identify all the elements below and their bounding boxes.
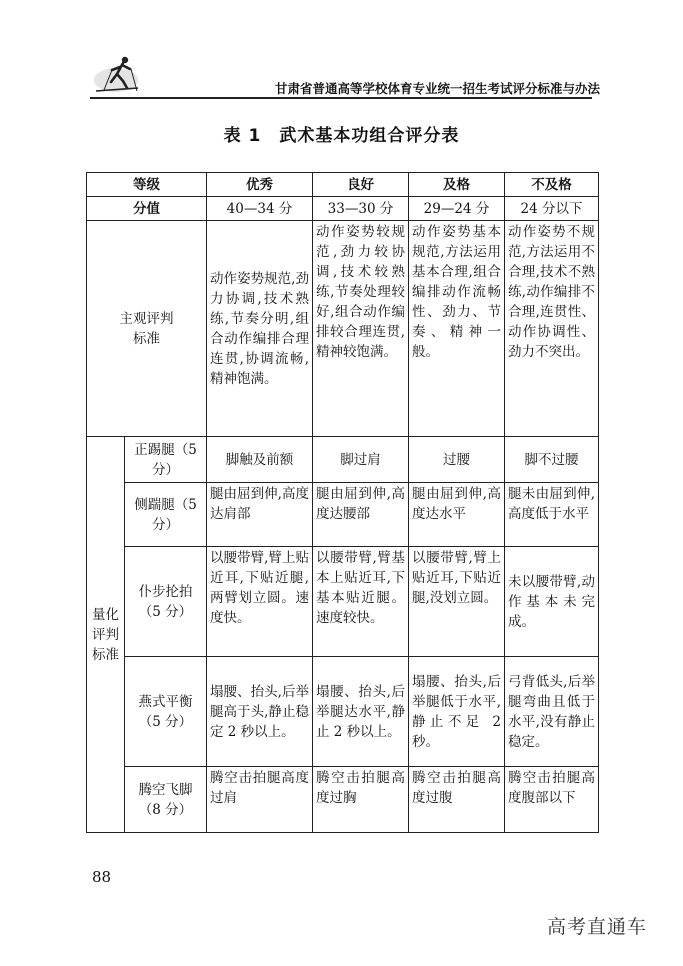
- item-pass: 过腰: [409, 437, 505, 483]
- item-name: 燕式平衡（5 分）: [125, 657, 207, 767]
- item-good: 腿由屈到伸,高度达腰部: [313, 483, 409, 547]
- score-fail: 24 分以下: [505, 197, 599, 221]
- running-header: 甘肃省普通高等学校体育专业统一招生考试评分标准与办法: [274, 81, 600, 96]
- header-rule: [90, 97, 592, 99]
- item-name: 仆步抡拍（5 分）: [125, 547, 207, 657]
- item-pass: 塌腰、抬头,后举腿低于水平,静止不足 2 秒。: [409, 657, 505, 767]
- grade-label: 等级: [87, 173, 207, 197]
- score-excellent: 40—34 分: [207, 197, 313, 221]
- item-excellent: 腿由屈到伸,高度达肩部: [207, 483, 313, 547]
- subjective-pass: 动作姿势基本规范,方法运用基本合理,组合编排动作流畅性、劲力、节奏、精神一般。: [409, 221, 505, 437]
- item-good: 塌腰、抬头,后举腿达水平,静止 2 秒以上。: [313, 657, 409, 767]
- item-fail: 未以腰带臂,动作基本未完成。: [505, 547, 599, 657]
- scoring-table: [86, 172, 599, 833]
- item-good: 腾空击拍腿高度过胸: [313, 767, 409, 833]
- page-number: 88: [92, 868, 112, 886]
- item-row: [87, 767, 599, 833]
- item-fail: 脚不过腰: [505, 437, 599, 483]
- score-label: 分值: [87, 197, 207, 221]
- item-excellent: 脚触及前额: [207, 437, 313, 483]
- level-pass: 及格: [409, 173, 505, 197]
- level-good: 良好: [313, 173, 409, 197]
- skier-icon: [92, 52, 144, 96]
- item-excellent: 以腰带臂,臂上贴近耳,下贴近腿,两臂划立圆。速度快。: [207, 547, 313, 657]
- table-title: 表 1 武术基本功组合评分表: [223, 126, 460, 146]
- item-pass: 腿由屈到伸,高度达水平: [409, 483, 505, 547]
- item-name: 正踢腿（5 分）: [125, 437, 207, 483]
- item-fail: 腾空击拍腿高度腹部以下: [505, 767, 599, 833]
- item-pass: 以腰带臂,臂上贴近耳,下贴近腿,没划立圆。: [409, 547, 505, 657]
- item-row: [87, 657, 599, 767]
- level-excellent: 优秀: [207, 173, 313, 197]
- item-fail: 腿未由屈到伸,高度低于水平: [505, 483, 599, 547]
- item-row: [87, 437, 599, 483]
- score-good: 33—30 分: [313, 197, 409, 221]
- item-fail: 弓背低头,后举腿弯曲且低于水平,没有静止稳定。: [505, 657, 599, 767]
- item-row: [87, 547, 599, 657]
- item-excellent: 腾空击拍腿高度过肩: [207, 767, 313, 833]
- item-good: 以腰带臂,臂基本上贴近耳,下基本贴近腿。速度较快。: [313, 547, 409, 657]
- quantitative-label: 量化评判标准: [87, 437, 125, 833]
- subjective-label: 主观评判标准: [87, 221, 207, 437]
- grade-row: [87, 173, 599, 197]
- item-pass: 腾空击拍腿高度过腹: [409, 767, 505, 833]
- subjective-fail: 动作姿势不规范,方法运用不合理,技术不熟练,动作编排不合理,连贯性、动作协调性、劲力不突出。: [505, 221, 599, 437]
- level-fail: 不及格: [505, 173, 599, 197]
- item-name: 侧踹腿（5 分）: [125, 483, 207, 547]
- subjective-good: 动作姿势较规范,劲力较协调,技术较熟练,节奏处理较好,组合动作编排较合理连贯,精神较饱满。: [313, 221, 409, 437]
- score-pass: 29—24 分: [409, 197, 505, 221]
- score-row: [87, 197, 599, 221]
- subjective-row: [87, 221, 599, 437]
- item-row: [87, 483, 599, 547]
- item-good: 脚过肩: [313, 437, 409, 483]
- item-name: 腾空飞脚（8 分）: [125, 767, 207, 833]
- subjective-excellent: 动作姿势规范,劲力协调,技术熟练,节奏分明,组合动作编排合理连贯,协调流畅,精神饱满。: [207, 221, 313, 437]
- item-excellent: 塌腰、抬头,后举腿高于头,静止稳定 2 秒以上。: [207, 657, 313, 767]
- watermark: 高考直通车: [547, 916, 648, 938]
